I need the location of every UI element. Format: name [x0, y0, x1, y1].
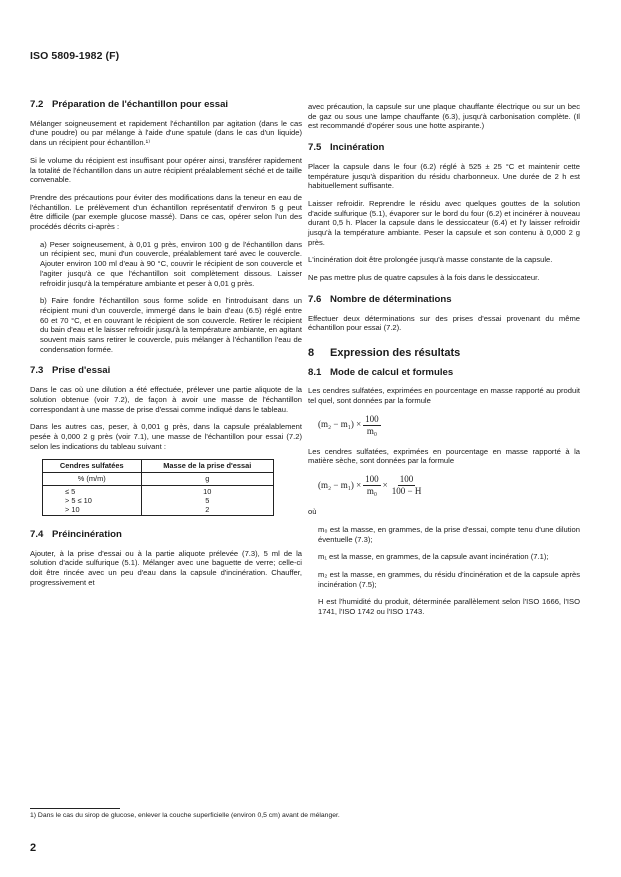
table-unit: g [141, 473, 273, 486]
table-cell: 10 5 2 [141, 485, 273, 515]
paragraph: Les cendres sulfatées, exprimées en pourcentage en masse rapporté à la matière sèche, sont données par la formule [308, 446, 580, 466]
paragraph: Si le volume du récipient est insuffisant pour opérer ainsi, transférer rapidement la totalité de l'échantillon dans un autre récipient préalablement séché et de taille convenable. [30, 155, 302, 185]
document-header: ISO 5809-1982 (F) [30, 50, 120, 62]
paragraph: Placer la capsule dans le four (6.2) réglé à 525 ± 25 °C et maintenir cette température jusqu'à disparition du résidu charbonneux. Une durée de 2 h est habituellement suffisante. [308, 161, 580, 191]
section-7-2-heading: 7.2 Préparation de l'échantillon pour essai [30, 99, 229, 110]
paragraph: Ajouter, à la prise d'essai ou à la partie aliquote prélevée (7.3), 5 ml de la solution d'acide sulfurique (5.1). Mélanger avec une baguette de verre; celle-ci doit être rincée avec un peu d'eau dans la capsule d'incinération. Chauffer, progressivement et [30, 548, 302, 587]
definition-m0: m₀ est la masse, en grammes, de la prise d'essai, compte tenu d'une dilution éventuelle (7.3); [318, 524, 580, 544]
paragraph: Dans le cas où une dilution a été effectuée, prélever une partie aliquote de la solution obtenue (voir 7.2), de façon à avoir une masse de l'échantillon correspondant à une masse de prise d'essai comme indiqué dans le tableau. [30, 385, 302, 414]
formula-as-is: (m₂ − m₁) × $\frac{100}{\text{m₀}}$ [318, 413, 379, 436]
paragraph: Mélanger soigneusement et rapidement l'échantillon par agitation (dans le cas d'une poudre) ou par mélange à l'aide d'une spatule (dans le cas d'un liquide) dans un récipient pour échantillon.¹⁾ [30, 118, 302, 148]
table-header: Masse de la prise d'essai [141, 460, 273, 473]
procedure-b: b) Faire fondre l'échantillon sous forme solide en l'introduisant dans un récipient muni d'un couvercle, immergé dans le bain d'eau (6.5) réglé entre 60 et 70 °C, et en couvrant le récipient de son couvercle. Retirer le récipient du bain d'eau et le laisser refroidir jusqu'à la température ambiante, en agitant souvent mais sans retirer le couvercle, puis mélanger à l'échantillon l'eau de condensation formée. [40, 296, 302, 354]
formula-dry-matter: (m₂ − m₁) × $\frac{100}{\text{m₀}}$ × $\frac{100}{100 - H}$ [318, 474, 422, 497]
paragraph: Dans les autres cas, peser, à 0,001 g près, dans la capsule préalablement pesée à 0,000 2 g près (voir 7.1), une masse de l'échantillon pour essai (7.2) selon les indications du tableau suivant : [30, 422, 302, 451]
test-portion-table [42, 459, 274, 515]
right-column [308, 102, 580, 625]
table-cell: ≤ 5 > 5 ≤ 10 > 10 [43, 485, 142, 515]
footnote: 1) Dans le cas du sirop de glucose, enlever la couche superficielle (environ 0,5 cm) avant de mélanger. [30, 812, 340, 819]
paragraph: Les cendres sulfatées, exprimées en pourcentage en masse rapporté au produit tel quel, sont données par la formule [308, 386, 580, 406]
paragraph: Ne pas mettre plus de quatre capsules à la fois dans le dessiccateur. [308, 273, 540, 283]
page-number: 2 [30, 842, 37, 854]
section-7-6-heading: 7.6 Nombre de déterminations [308, 293, 452, 305]
paragraph: Laisser refroidir. Reprendre le résidu avec quelques gouttes de la solution d'acide sulfurique (5.1), évaporer sur le bord du four (6.2) et incinérer à nouveau durant 0,5 h. Placer la capsule dans le dessiccateur (6.4) et l'y laisser refroidir jusqu'à la température ambiante. Peser la capsule et son contenu à 0,000 2 g près. [308, 198, 580, 247]
definition-m1: m₁ est la masse, en grammes, de la capsule avant incinération (7.1); [318, 552, 549, 562]
table-unit: % (m/m) [43, 473, 142, 486]
paragraph: avec précaution, la capsule sur une plaque chauffante électrique ou sur un bec de gaz ou sous une lampe chauffante (6.3), jusqu'à carbonisation complète. (Il est recommandé d'opérer sous une hotte aspirante.) [308, 102, 580, 131]
definition-m2: m₂ est la masse, en grammes, du résidu d'incinération et de la capsule après incinération (7.5); [318, 569, 580, 589]
section-7-4-heading: 7.4 Préincinération [30, 528, 122, 540]
left-column [30, 100, 302, 595]
procedure-a: a) Peser soigneusement, à 0,01 g près, environ 100 g de l'échantillon dans un récipient sec, muni d'un couvercle, préalablement taré avec le couvercle. Ajouter environ 100 ml d'eau à 90 °C, couvrir le récipient de son couvercle et l'agiter jusqu'à ce que l'échantillon soit complètement dissous. Laisser refroidir jusqu'à la température ambiante et peser à 0,01 g près. [40, 239, 302, 288]
footnote-divider [30, 808, 120, 809]
paragraph: L'incinération doit être prolongée jusqu'à masse constante de la capsule. [308, 255, 553, 265]
section-8-heading: 8 Expression des résultats [308, 346, 461, 359]
table-header: Cendres sulfatées [43, 460, 142, 473]
paragraph: Effectuer deux déterminations sur des prises d'essai provenant du même échantillon pour essai (7.2). [308, 313, 580, 333]
where-label: où [308, 507, 317, 517]
symbol-definitions [308, 525, 580, 617]
definition-h: H est l'humidité du produit, déterminée parallèlement selon l'ISO 1666, l'ISO 1741, l'ISO 1742 ou l'ISO 1743. [318, 597, 580, 617]
section-8-1-heading: 8.1 Mode de calcul et formules [308, 366, 454, 378]
section-7-5-heading: 7.5 Incinération [308, 142, 385, 154]
section-7-3-heading: 7.3 Prise d'essai [30, 365, 111, 377]
paragraph: Prendre des précautions pour éviter des modifications dans la teneur en eau de l'échantillon. Le prélèvement d'un échantillon représentatif d'environ 5 g peut être difficile (par exemple glucose massé). Dans ce cas, opérer selon l'un des procédés décrits ci-après : [30, 192, 302, 232]
